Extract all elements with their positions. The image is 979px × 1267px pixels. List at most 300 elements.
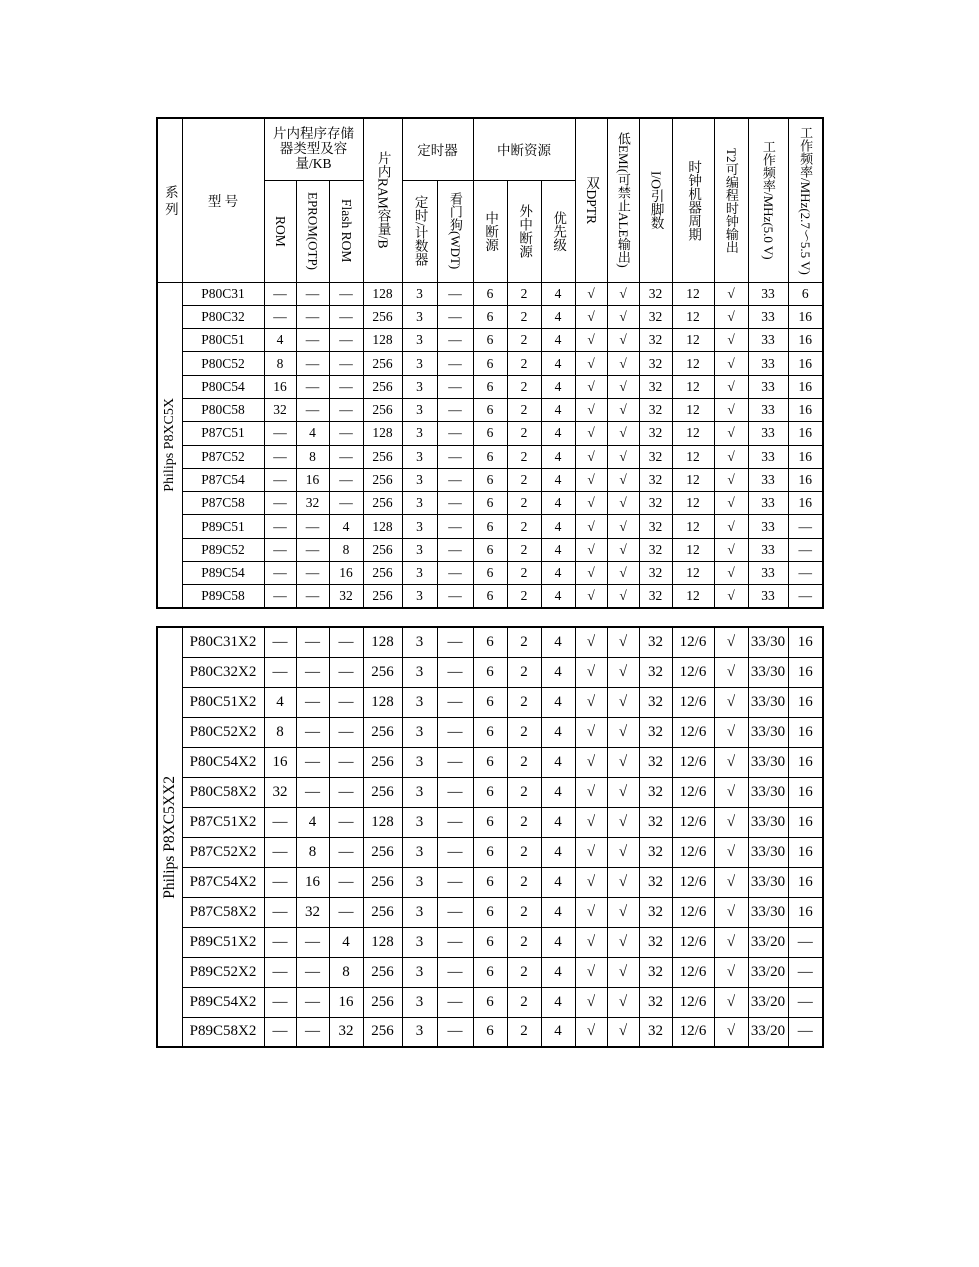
table-cell: √: [714, 957, 748, 987]
table-cell: 12: [672, 468, 714, 491]
table-cell: 16: [788, 807, 823, 837]
table-cell: 6: [473, 777, 507, 807]
table-cell: —: [296, 538, 329, 561]
table-cell: 4: [296, 422, 329, 445]
table-cell: √: [607, 538, 639, 561]
table-cell: 4: [541, 747, 575, 777]
table-cell: √: [607, 837, 639, 867]
table-cell: √: [575, 837, 607, 867]
table-cell: √: [575, 867, 607, 897]
table-cell: —: [296, 305, 329, 328]
table-row: [157, 305, 823, 328]
table-row: [157, 445, 823, 468]
table-cell: √: [575, 305, 607, 328]
table-row: [157, 329, 823, 352]
model-cell: P80C51X2: [182, 687, 264, 717]
watchdog-header: 看门狗(WDT): [437, 180, 473, 282]
table-cell: 2: [507, 398, 541, 421]
table-cell: √: [575, 657, 607, 687]
program-memory-header: 片内程序存储器类型及容量/KB: [264, 118, 363, 180]
low-emi-header: 低EMI(可禁止ALE输出): [607, 118, 639, 282]
table-cell: —: [264, 867, 296, 897]
table-cell: —: [437, 352, 473, 375]
model-cell: P80C54X2: [182, 747, 264, 777]
table-cell: 32: [639, 515, 672, 538]
table-cell: √: [714, 305, 748, 328]
table-cell: 3: [402, 422, 437, 445]
table-cell: 32: [639, 867, 672, 897]
table-cell: √: [607, 305, 639, 328]
table-cell: 6: [473, 585, 507, 608]
table-cell: √: [714, 585, 748, 608]
table-cell: 8: [329, 957, 363, 987]
table-row: [157, 492, 823, 515]
table-cell: —: [296, 562, 329, 585]
table-cell: —: [296, 777, 329, 807]
table-cell: —: [437, 837, 473, 867]
model-cell: P89C51X2: [182, 927, 264, 957]
table-cell: 2: [507, 957, 541, 987]
model-cell: P89C58: [182, 585, 264, 608]
table-cell: √: [607, 897, 639, 927]
table-cell: —: [296, 398, 329, 421]
table-cell: 16: [296, 468, 329, 491]
table-cell: —: [329, 807, 363, 837]
table-cell: 33/30: [748, 687, 788, 717]
table-cell: 2: [507, 627, 541, 657]
table-row: [157, 747, 823, 777]
table-cell: 32: [639, 329, 672, 352]
table-cell: 2: [507, 657, 541, 687]
table-cell: 256: [363, 867, 402, 897]
table-cell: —: [264, 897, 296, 927]
table-cell: 32: [639, 837, 672, 867]
table-cell: 8: [329, 538, 363, 561]
table-row: [157, 957, 823, 987]
table-cell: 33/30: [748, 717, 788, 747]
table-cell: √: [714, 717, 748, 747]
table-cell: 6: [473, 1017, 507, 1047]
interrupts-header: 中断资源: [473, 118, 575, 180]
model-cell: P89C52: [182, 538, 264, 561]
table-cell: 3: [402, 657, 437, 687]
table-cell: 3: [402, 468, 437, 491]
table-cell: √: [714, 422, 748, 445]
table-cell: —: [264, 468, 296, 491]
table-cell: 256: [363, 1017, 402, 1047]
model-cell: P89C58X2: [182, 1017, 264, 1047]
table-cell: 256: [363, 375, 402, 398]
table-cell: 6: [473, 492, 507, 515]
table-cell: —: [329, 329, 363, 352]
table-cell: 16: [788, 445, 823, 468]
table-cell: 16: [264, 747, 296, 777]
table-cell: 3: [402, 305, 437, 328]
table-cell: 32: [264, 777, 296, 807]
table-cell: 2: [507, 987, 541, 1017]
table-cell: —: [329, 422, 363, 445]
table-row: [157, 562, 823, 585]
table-cell: —: [437, 492, 473, 515]
model-cell: P80C31X2: [182, 627, 264, 657]
table-cell: 32: [639, 445, 672, 468]
spec-table-p8xc5x: [156, 117, 824, 609]
table-cell: 33/30: [748, 777, 788, 807]
table-cell: 32: [329, 1017, 363, 1047]
table-cell: —: [437, 445, 473, 468]
table-cell: 4: [541, 1017, 575, 1047]
table-cell: —: [788, 927, 823, 957]
table-cell: 33: [748, 422, 788, 445]
table-cell: 4: [541, 422, 575, 445]
table-row: [157, 777, 823, 807]
table-cell: 6: [473, 445, 507, 468]
table-cell: —: [264, 927, 296, 957]
table-cell: 4: [541, 352, 575, 375]
table-cell: 33: [748, 515, 788, 538]
table-header: [157, 118, 823, 282]
table-cell: 2: [507, 717, 541, 747]
table-cell: 32: [639, 468, 672, 491]
table-cell: √: [607, 687, 639, 717]
model-cell: P89C54: [182, 562, 264, 585]
table-cell: —: [437, 717, 473, 747]
table-cell: 3: [402, 957, 437, 987]
flash-header: Flash ROM: [329, 180, 363, 282]
table-cell: 6: [473, 375, 507, 398]
table-cell: 3: [402, 375, 437, 398]
table-cell: 16: [788, 468, 823, 491]
table-body: [157, 627, 823, 1047]
table-cell: 33/20: [748, 1017, 788, 1047]
table-cell: 16: [788, 687, 823, 717]
table-cell: 32: [639, 352, 672, 375]
table-cell: 3: [402, 515, 437, 538]
table-cell: 4: [541, 897, 575, 927]
table-cell: —: [296, 352, 329, 375]
table-cell: 2: [507, 492, 541, 515]
table-cell: 3: [402, 717, 437, 747]
model-cell: P80C58X2: [182, 777, 264, 807]
ext-int-sources-header: 外中断源: [507, 180, 541, 282]
table-cell: 32: [639, 398, 672, 421]
table-cell: 2: [507, 538, 541, 561]
table-cell: 4: [541, 329, 575, 352]
table-cell: 6: [473, 282, 507, 305]
table-cell: 2: [507, 837, 541, 867]
table-cell: 33/30: [748, 867, 788, 897]
table-cell: √: [607, 777, 639, 807]
table-cell: √: [575, 562, 607, 585]
table-cell: 12: [672, 422, 714, 445]
table-row: [157, 515, 823, 538]
table-cell: √: [607, 375, 639, 398]
table-cell: —: [296, 657, 329, 687]
table-cell: √: [575, 987, 607, 1017]
int-sources-header: 中断源: [473, 180, 507, 282]
table-cell: 16: [788, 777, 823, 807]
table-cell: 4: [541, 837, 575, 867]
table-cell: 8: [264, 352, 296, 375]
table-cell: 6: [473, 867, 507, 897]
table-cell: 3: [402, 777, 437, 807]
table-cell: 16: [788, 305, 823, 328]
table-cell: 4: [541, 777, 575, 807]
table-row: [157, 867, 823, 897]
table-cell: —: [437, 538, 473, 561]
table-cell: —: [296, 375, 329, 398]
table-cell: 2: [507, 777, 541, 807]
table-cell: 6: [473, 329, 507, 352]
table-row: [157, 1017, 823, 1047]
table-cell: 32: [639, 375, 672, 398]
model-cell: P87C52X2: [182, 837, 264, 867]
table-cell: 3: [402, 687, 437, 717]
table-row: [157, 657, 823, 687]
table-cell: √: [575, 422, 607, 445]
table-cell: 6: [473, 987, 507, 1017]
table-row: [157, 398, 823, 421]
table-cell: 4: [541, 957, 575, 987]
table-cell: —: [329, 492, 363, 515]
table-cell: —: [264, 657, 296, 687]
table-cell: √: [575, 897, 607, 927]
table-cell: —: [788, 562, 823, 585]
table-cell: 12: [672, 375, 714, 398]
table-cell: √: [575, 807, 607, 837]
table-cell: 256: [363, 468, 402, 491]
table-cell: 12/6: [672, 837, 714, 867]
table-cell: 6: [473, 422, 507, 445]
priority-header: 优先级: [541, 180, 575, 282]
table-cell: 16: [788, 375, 823, 398]
table-cell: —: [264, 562, 296, 585]
table-cell: √: [607, 282, 639, 305]
table-row: [157, 375, 823, 398]
table-cell: 2: [507, 687, 541, 717]
table-cell: 256: [363, 777, 402, 807]
table-cell: 3: [402, 538, 437, 561]
table-cell: 2: [507, 282, 541, 305]
table-cell: —: [788, 538, 823, 561]
table-cell: 33/20: [748, 957, 788, 987]
table-cell: —: [264, 492, 296, 515]
table-cell: √: [714, 445, 748, 468]
table-cell: 16: [788, 422, 823, 445]
table-cell: 256: [363, 987, 402, 1017]
model-cell: P80C54: [182, 375, 264, 398]
table-cell: 4: [541, 445, 575, 468]
table-cell: 256: [363, 897, 402, 927]
table-cell: —: [264, 445, 296, 468]
table-cell: 16: [788, 837, 823, 867]
table-cell: —: [329, 777, 363, 807]
table-cell: 4: [541, 867, 575, 897]
table-cell: 12: [672, 492, 714, 515]
table-cell: √: [575, 687, 607, 717]
table-cell: —: [296, 927, 329, 957]
table-row: [157, 897, 823, 927]
table-cell: —: [296, 1017, 329, 1047]
table-cell: 6: [473, 837, 507, 867]
table-cell: √: [607, 987, 639, 1017]
table-cell: 33/30: [748, 837, 788, 867]
table-cell: 3: [402, 927, 437, 957]
table-cell: —: [788, 1017, 823, 1047]
table-cell: √: [607, 627, 639, 657]
table-cell: —: [437, 657, 473, 687]
table-cell: 4: [541, 687, 575, 717]
table-cell: —: [264, 422, 296, 445]
table-cell: 3: [402, 445, 437, 468]
series-cell: [157, 282, 182, 608]
timer-counter-header: 定时/计数器: [402, 180, 437, 282]
table-cell: 4: [541, 987, 575, 1017]
table-cell: —: [437, 777, 473, 807]
table-cell: 16: [788, 657, 823, 687]
table-cell: 16: [788, 398, 823, 421]
table-cell: 33/30: [748, 627, 788, 657]
table-cell: 4: [329, 927, 363, 957]
table-cell: √: [575, 329, 607, 352]
table-cell: 33: [748, 538, 788, 561]
table-cell: 16: [788, 492, 823, 515]
table-cell: —: [296, 585, 329, 608]
model-cell: P87C54X2: [182, 867, 264, 897]
table-cell: —: [329, 687, 363, 717]
table-cell: 4: [541, 468, 575, 491]
table-cell: —: [296, 717, 329, 747]
table-cell: √: [714, 398, 748, 421]
table-cell: 12: [672, 305, 714, 328]
table-cell: —: [437, 585, 473, 608]
table-cell: √: [607, 329, 639, 352]
table-cell: 12/6: [672, 897, 714, 927]
table-cell: 32: [639, 422, 672, 445]
model-cell: P87C58: [182, 492, 264, 515]
table-cell: 4: [541, 807, 575, 837]
table-cell: √: [714, 282, 748, 305]
table-cell: 16: [788, 897, 823, 927]
table-cell: √: [714, 515, 748, 538]
table-cell: 12/6: [672, 957, 714, 987]
table-cell: √: [714, 777, 748, 807]
table-cell: 12: [672, 329, 714, 352]
table-cell: 2: [507, 305, 541, 328]
table-cell: —: [296, 329, 329, 352]
spec-table-p8xc5xx2: [156, 626, 824, 1048]
series-label: Philips P8XC5XX2: [160, 775, 178, 899]
table-cell: √: [607, 398, 639, 421]
table-cell: √: [714, 562, 748, 585]
table-cell: √: [607, 1017, 639, 1047]
table-cell: —: [329, 717, 363, 747]
io-pins-header: I/O引脚数: [639, 118, 672, 282]
table-cell: 256: [363, 717, 402, 747]
table-cell: 256: [363, 747, 402, 777]
table-cell: —: [329, 352, 363, 375]
table-cell: 32: [639, 657, 672, 687]
table-cell: 6: [473, 538, 507, 561]
model-cell: P87C58X2: [182, 897, 264, 927]
table-cell: 12/6: [672, 747, 714, 777]
table-cell: √: [714, 687, 748, 717]
model-cell: P89C54X2: [182, 987, 264, 1017]
table-cell: 6: [473, 305, 507, 328]
table-cell: 33: [748, 445, 788, 468]
table-cell: 33: [748, 329, 788, 352]
table-cell: 33: [748, 468, 788, 491]
table-cell: 2: [507, 375, 541, 398]
table-cell: √: [714, 329, 748, 352]
table-cell: 4: [541, 492, 575, 515]
model-cell: P80C32: [182, 305, 264, 328]
table-cell: √: [607, 585, 639, 608]
table-cell: 32: [639, 562, 672, 585]
table-cell: —: [296, 987, 329, 1017]
table-cell: √: [714, 492, 748, 515]
table-cell: 12/6: [672, 717, 714, 747]
table-cell: 32: [639, 807, 672, 837]
table-cell: 33/20: [748, 987, 788, 1017]
table-cell: √: [575, 468, 607, 491]
table-row: [157, 282, 823, 305]
table-cell: 2: [507, 515, 541, 538]
table-cell: 33: [748, 585, 788, 608]
table-cell: 2: [507, 422, 541, 445]
table-cell: —: [437, 867, 473, 897]
table-cell: 256: [363, 492, 402, 515]
table-cell: 256: [363, 352, 402, 375]
table-cell: —: [329, 282, 363, 305]
table-cell: √: [575, 398, 607, 421]
table-cell: 33: [748, 352, 788, 375]
table-cell: —: [437, 562, 473, 585]
table-cell: 3: [402, 585, 437, 608]
table-cell: 256: [363, 445, 402, 468]
table-cell: 12/6: [672, 657, 714, 687]
table-cell: —: [437, 987, 473, 1017]
table-row: [157, 468, 823, 491]
table-row: [157, 585, 823, 608]
table-cell: 2: [507, 562, 541, 585]
model-cell: P80C51: [182, 329, 264, 352]
table-cell: 128: [363, 807, 402, 837]
table-cell: √: [575, 927, 607, 957]
table-cell: 4: [541, 562, 575, 585]
table-cell: 2: [507, 897, 541, 927]
eprom-header: EPROM(OTP): [296, 180, 329, 282]
table-cell: —: [329, 398, 363, 421]
table-cell: 32: [639, 627, 672, 657]
table-cell: 12: [672, 515, 714, 538]
table-cell: 4: [541, 515, 575, 538]
table-cell: 6: [473, 627, 507, 657]
table-cell: —: [437, 927, 473, 957]
table-cell: 256: [363, 657, 402, 687]
table-cell: √: [714, 867, 748, 897]
table-cell: 16: [788, 627, 823, 657]
table-cell: 16: [296, 867, 329, 897]
table-cell: —: [264, 282, 296, 305]
table-cell: 12/6: [672, 867, 714, 897]
table-cell: 32: [639, 305, 672, 328]
model-cell: P80C52X2: [182, 717, 264, 747]
table-cell: —: [437, 687, 473, 717]
table-cell: 4: [541, 657, 575, 687]
table-cell: √: [575, 492, 607, 515]
table-cell: √: [607, 515, 639, 538]
